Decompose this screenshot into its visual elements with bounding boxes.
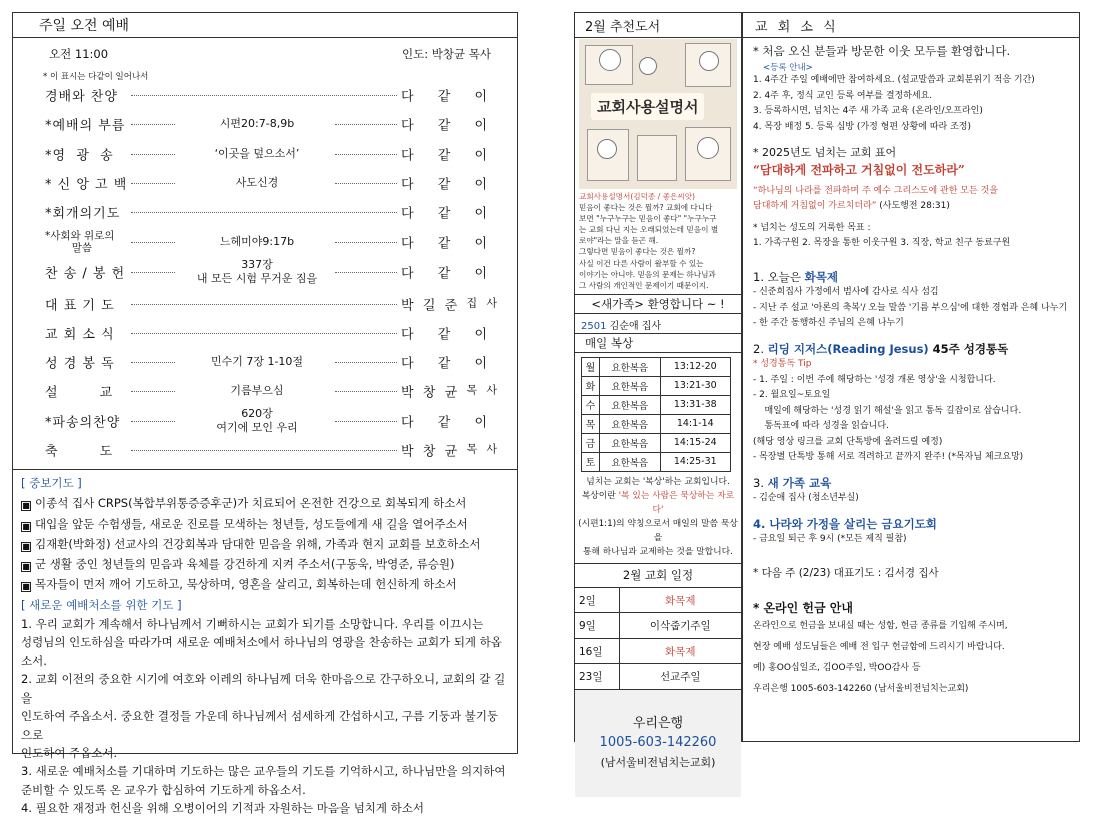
order-responsible-char: 이 bbox=[474, 118, 489, 134]
bible-day: 월 bbox=[582, 357, 600, 376]
order-responsible-char: 다 bbox=[401, 206, 416, 222]
bank-name: 우리은행 bbox=[632, 716, 684, 732]
motto-title: * 2025년도 넘치는 교회 표어 bbox=[753, 146, 897, 159]
bible-verse: 13:31-38 bbox=[660, 395, 730, 414]
order-responsible-char: 이 bbox=[474, 236, 489, 252]
order-responsible bbox=[401, 353, 489, 372]
item2-line: - 2. 월요일~토요일 bbox=[753, 390, 831, 400]
order-detail: 사도신경 bbox=[235, 176, 279, 189]
online-line: 온라인으로 헌금을 보내실 때는 성함, 헌금 종류를 기입해 주시며, bbox=[753, 621, 1008, 631]
order-row bbox=[13, 198, 517, 226]
item2-line: - 1. 주일 : 이번 주에 해당하는 '성경 개론 영상'을 시청합니다. bbox=[753, 374, 996, 385]
order-row bbox=[13, 140, 517, 168]
bible-day: 금 bbox=[582, 433, 600, 452]
new-place-item: 1. 우리 교회가 계속해서 하나님께서 기뻐하시는 교회가 되기를 소망합니다. 우리를 이끄시는 bbox=[21, 617, 484, 632]
order-responsible-char: 박 bbox=[401, 298, 416, 314]
book-desc-line: 그렇다면 믿음이 좋다는 것은 뭘까? bbox=[579, 247, 696, 257]
order-responsible bbox=[401, 441, 499, 460]
book-desc-line: 로야"라는 말을 듣곤 해. bbox=[579, 236, 659, 246]
worship-title: 주일 오전 예배 bbox=[13, 13, 517, 38]
order-responsible-char: 같 bbox=[437, 118, 453, 134]
order-row bbox=[13, 377, 517, 405]
new-place-title: [ 새로운 예배처소를 위한 기도 ] bbox=[21, 597, 182, 612]
order-responsible-char: 사 bbox=[486, 383, 499, 397]
order-responsible bbox=[401, 203, 489, 222]
motto: “담대하게 전파하고 거침없이 전도하라” bbox=[753, 162, 965, 177]
bible-book: 요한복음 bbox=[600, 376, 661, 395]
checkbox-icon: ■ bbox=[22, 501, 30, 511]
item2-tip: * 성경통독 Tip bbox=[753, 359, 812, 369]
order-responsible-char: 이 bbox=[474, 415, 489, 431]
bible-book: 요한복음 bbox=[600, 357, 661, 376]
new-place-item: 4. 필요한 재정과 헌신을 위해 오병이어의 기적과 자원하는 마음을 넘치게 하소서 bbox=[21, 801, 425, 816]
bible-reading-table bbox=[581, 357, 731, 472]
bible-header: 매일 복상 bbox=[575, 333, 741, 353]
online-offering-title: * 온라인 헌금 안내 bbox=[753, 601, 853, 615]
bible-book: 요한복음 bbox=[600, 414, 661, 433]
schedule-event: 화목제 bbox=[619, 638, 741, 664]
order-responsible-char: 박 bbox=[401, 385, 416, 401]
book-desc-line: 이야기는 아니야. 믿음의 문제는 하나님과 bbox=[579, 269, 716, 279]
checkbox-icon: ■ bbox=[22, 541, 30, 551]
order-row bbox=[13, 290, 517, 318]
bible-note bbox=[575, 472, 741, 563]
order-responsible bbox=[401, 174, 489, 193]
order-responsible-char: 다 bbox=[401, 177, 416, 193]
bank-info bbox=[575, 689, 741, 797]
order-row bbox=[13, 407, 517, 435]
bible-book: 요한복음 bbox=[600, 452, 661, 471]
leader-dots bbox=[335, 391, 397, 392]
bible-row bbox=[582, 414, 731, 433]
worship-time-row bbox=[49, 46, 491, 62]
bible-day: 토 bbox=[582, 452, 600, 471]
leader-dots bbox=[131, 154, 175, 155]
order-responsible bbox=[401, 86, 489, 105]
bible-row bbox=[582, 433, 731, 452]
schedule-date: 2일 bbox=[575, 587, 619, 613]
order-label: 축 도 bbox=[45, 444, 114, 460]
order-row bbox=[13, 348, 517, 376]
order-responsible-char: 이 bbox=[474, 356, 489, 372]
schedule-row bbox=[575, 638, 741, 664]
online-line: 현장 예배 성도님들은 예배 전 입구 헌금함에 드리시기 바랍니다. bbox=[753, 642, 1005, 652]
leader-dots bbox=[335, 242, 397, 243]
order-responsible-char: 이 bbox=[474, 206, 489, 222]
order-label: 교 회 소 식 bbox=[45, 327, 115, 343]
item3-line: - 김순애 집사 (청소년부실) bbox=[753, 493, 859, 503]
motto-verse-line: “하나님의 나라를 전파하며 주 예수 그리스도에 관한 모든 것을 bbox=[753, 185, 998, 196]
intercession-item: ■ 목자들이 먼저 깨어 기도하고, 묵상하며, 영혼을 살리고, 회복하는데 헌신하게 하소서 bbox=[22, 577, 457, 592]
order-responsible bbox=[401, 145, 489, 164]
item2-line: - 목장별 단톡방 통해 서로 격려하고 끝까지 완주! (*목자님 체크요망) bbox=[753, 452, 1024, 462]
stand-note: * 이 표시는 다같이 일어나서 bbox=[43, 72, 149, 82]
order-responsible-char: 같 bbox=[437, 356, 453, 372]
book-desc-line: 사실 이건 다른 사람이 왈부할 수 있는 bbox=[579, 258, 704, 268]
registration-line: 1. 4주간 주일 예배에만 참여하세요. (설교말씀과 교회분위기 적응 기간) bbox=[753, 75, 1035, 85]
leader-dots bbox=[131, 362, 175, 363]
order-responsible-char: 다 bbox=[401, 356, 416, 372]
order-row bbox=[13, 169, 517, 197]
order-responsible-char: 균 bbox=[444, 444, 460, 460]
order-responsible-char: 길 bbox=[422, 298, 438, 314]
schedule-date: 16일 bbox=[575, 638, 619, 664]
order-responsible-char: 창 bbox=[422, 444, 438, 460]
leader-dots bbox=[335, 124, 397, 125]
schedule-event: 이삭줍기주일 bbox=[619, 613, 741, 639]
schedule-date: 9일 bbox=[575, 613, 619, 639]
order-row bbox=[13, 319, 517, 347]
checkbox-icon: ■ bbox=[22, 521, 30, 531]
order-responsible-char: 균 bbox=[444, 385, 460, 401]
motto-verse-line: 담대하게 거침없이 가르치더라” (사도행전 28:31) bbox=[753, 201, 950, 211]
order-detail: 620장 여기에 모인 우리 bbox=[216, 407, 298, 434]
order-row bbox=[13, 228, 517, 256]
item2-line: 매일에 해당하는 '성경 읽기 해설'을 읽고 통독 길잡이로 삽습니다. bbox=[753, 405, 1022, 416]
checkbox-icon: ■ bbox=[22, 562, 30, 572]
leader-dots bbox=[131, 391, 175, 392]
leader-dots bbox=[131, 450, 397, 451]
new-place-item: 성령님의 인도하심을 따라가며 새로운 예배처소에서 하나님의 영광을 찬송하는 교회가 되게 하옵소서. bbox=[21, 635, 502, 668]
book-cover-image bbox=[579, 39, 737, 189]
book-reference: 교회사용설명서(김덕종 / 좋은씨앗) bbox=[579, 192, 696, 201]
order-responsible-char: 같 bbox=[437, 148, 453, 164]
order-responsible-char: 다 bbox=[401, 89, 416, 105]
welcome-line bbox=[575, 314, 741, 333]
order-detail: ‘이곳을 덮으소서’ bbox=[214, 147, 300, 160]
order-responsible-char: 다 bbox=[401, 118, 416, 134]
leader-dots bbox=[131, 183, 175, 184]
bible-day: 수 bbox=[582, 395, 600, 414]
bible-verse: 13:21-30 bbox=[660, 376, 730, 395]
order-row bbox=[13, 436, 517, 464]
prayer-section bbox=[13, 470, 517, 818]
order-responsible-char: 이 bbox=[474, 266, 489, 282]
order-label: *회개의기도 bbox=[45, 206, 121, 222]
new-place-item: 2. 교회 이전의 중요한 시기에 여호와 이레의 하나님께 더욱 한마음으로 간구하오니, 교회의 갈 길을 bbox=[21, 672, 506, 705]
order-responsible-char: 다 bbox=[401, 415, 416, 431]
order-responsible-char: 같 bbox=[437, 177, 453, 193]
middle-panel bbox=[574, 12, 742, 770]
worship-leader: 인도: 박창균 목사 bbox=[402, 47, 491, 61]
news-panel bbox=[742, 12, 1080, 742]
leader-dots bbox=[131, 212, 397, 213]
leader-dots bbox=[131, 242, 175, 243]
bible-day: 목 bbox=[582, 414, 600, 433]
schedule-row bbox=[575, 613, 741, 639]
bible-book: 요한복음 bbox=[600, 433, 661, 452]
schedule-event: 화목제 bbox=[619, 587, 741, 613]
item2-line: (해당 영상 링크를 교회 단톡방에 올려드릴 예정) bbox=[753, 436, 943, 447]
order-responsible-char: 창 bbox=[422, 385, 438, 401]
schedule-header: 2월 교회 일정 bbox=[575, 563, 741, 587]
order-responsible-char: 박 bbox=[401, 444, 416, 460]
bible-verse: 14:1-14 bbox=[660, 414, 730, 433]
leader-dots bbox=[131, 272, 175, 273]
order-responsible bbox=[401, 115, 489, 134]
order-label: 찬 송 / 봉 헌 bbox=[45, 266, 126, 282]
bible-row bbox=[582, 357, 731, 376]
order-responsible-char: 같 bbox=[437, 236, 453, 252]
bible-row bbox=[582, 452, 731, 471]
order-responsible-char: 사 bbox=[486, 296, 499, 310]
intercession-item: ■ 김재환(박화정) 선교사의 건강회복과 담대한 믿음을 위해, 가족과 현지 교회를 보호하소서 bbox=[22, 536, 481, 551]
book-header: 2월 추천도서 bbox=[575, 13, 741, 38]
worship-panel bbox=[12, 12, 518, 816]
bible-verse: 13:12-20 bbox=[660, 357, 730, 376]
item1-line: - 한 주간 동행하신 주님의 은혜 나누기 bbox=[753, 318, 904, 328]
book-cover-title: 교회사용설명서 bbox=[591, 93, 704, 120]
order-responsible-char: 같 bbox=[437, 415, 453, 431]
order-responsible-char: 같 bbox=[437, 206, 453, 222]
order-label: 경배와 찬양 bbox=[45, 89, 118, 105]
order-detail: 민수기 7장 1-10절 bbox=[210, 355, 304, 368]
bible-row bbox=[582, 376, 731, 395]
bible-note-line: 넘치는 교회는 '복상'하는 교회입니다. bbox=[586, 476, 730, 487]
order-detail: 기름부으심 bbox=[230, 384, 284, 397]
new-place-item: 준비할 수 있도록 온 교우가 합심하여 기도하게 하옵소서. bbox=[21, 782, 306, 797]
order-responsible-char: 이 bbox=[474, 177, 489, 193]
order-row bbox=[13, 110, 517, 138]
order-label: 대 표 기 도 bbox=[45, 298, 115, 314]
order-detail: 느헤미야9:17b bbox=[219, 235, 295, 248]
bible-verse: 14:15-24 bbox=[660, 433, 730, 452]
new-place-item: 인도하여 주옵소서. 중요한 결정들 가운데 하나님께서 섬세하게 간섭하시고, 구름 기둥과 불기둥으로 bbox=[21, 709, 499, 742]
leader-dots bbox=[335, 362, 397, 363]
schedule-date: 23일 bbox=[575, 664, 619, 690]
order-responsible-char: 다 bbox=[401, 266, 416, 282]
bible-note-line: (시편1:1)의 약칭으로서 매일의 말씀 묵상을 bbox=[578, 518, 738, 543]
schedule-table bbox=[575, 587, 741, 690]
schedule-row bbox=[575, 587, 741, 613]
bank-holder: (남서울비전넘치는교회) bbox=[600, 756, 716, 770]
order-responsible-char: 이 bbox=[474, 148, 489, 164]
welcome-title: * 처음 오신 분들과 방문한 이웃 모두를 환영합니다. bbox=[753, 44, 1011, 58]
bank-account: 1005-603-142260 bbox=[599, 735, 717, 751]
registration-label: <등록 안내> bbox=[763, 63, 813, 73]
order-responsible-char: 다 bbox=[401, 148, 416, 164]
item3-title: 3. 새 가족 교육 bbox=[753, 475, 832, 490]
item1-line: - 신준희집사 가정에서 범사에 감사로 식사 섬김 bbox=[753, 287, 939, 297]
leader-dots bbox=[131, 95, 397, 96]
schedule-row bbox=[575, 664, 741, 690]
order-responsible-char: 같 bbox=[437, 89, 453, 105]
order-responsible-char: 사 bbox=[486, 442, 499, 456]
order-responsible-char: 목 bbox=[466, 442, 480, 456]
welcome-header: <새가족> 환영합니다 ~ ! bbox=[575, 294, 741, 314]
order-responsible-char: 같 bbox=[437, 327, 453, 343]
order-responsible-char: 집 bbox=[466, 296, 480, 310]
next-week-prayer: * 다음 주 (2/23) 대표기도 : 김서경 집사 bbox=[753, 566, 939, 579]
order-responsible bbox=[401, 412, 489, 431]
book-desc-line: 믿음이 좋다는 것은 뭘까? 교회에 다니다 bbox=[579, 203, 713, 213]
intercession-item: ■ 이종석 집사 CRPS(복합부위통증증후군)가 치료되어 온전한 건강으로 회복되게 하소서 bbox=[22, 496, 467, 511]
item4-line: - 금요일 퇴근 후 9시 (*모든 제직 필참) bbox=[753, 534, 907, 544]
book-desc-line: 그 사람의 개인적인 문제이기 때문이지. bbox=[579, 280, 709, 290]
leader-dots bbox=[131, 421, 175, 422]
book-desc-line: 보면 "누구누구는 믿음이 좋다" "누구누구 bbox=[579, 214, 717, 224]
news-header: 교 회 소 식 bbox=[743, 13, 1079, 38]
leader-dots bbox=[131, 124, 175, 125]
new-place-item: 3. 새로운 예배처소를 기대하며 기도하는 많은 교우들의 기도를 기억하시고, 하나님만을 의지하여 bbox=[21, 764, 506, 779]
book-desc-line: 는 교회 다닌 지는 오래되었는데 믿음이 별 bbox=[579, 225, 719, 235]
order-label: * 신 앙 고 백 bbox=[45, 177, 128, 193]
item2-title: 2. 리딩 지저스(Reading Jesus) 45주 성경통독 bbox=[753, 341, 1009, 356]
order-label: 설 교 bbox=[45, 385, 114, 401]
intercession-item: ■ 군 생활 중인 청년들의 믿음과 육체를 강건하게 지켜 주소서(구동욱, 박영준, 류승원) bbox=[22, 557, 455, 572]
welcome-number: 2501 bbox=[581, 320, 607, 332]
registration-line: 4. 목장 배정 5. 등록 심방 (가정 형편 상황에 따라 조정) bbox=[753, 121, 971, 132]
new-place-item: 인도하여 주옵소서. bbox=[21, 745, 118, 760]
leader-dots bbox=[335, 272, 397, 273]
intercession-item: ■ 대입을 앞둔 수험생들, 새로운 진로를 모색하는 청년들, 성도들에게 새 길을 열어주소서 bbox=[22, 516, 468, 531]
item4-title: 4. 나라와 가정을 살리는 금요기도회 bbox=[753, 516, 937, 531]
schedule-event: 선교주일 bbox=[619, 664, 741, 690]
leader-dots bbox=[131, 304, 397, 305]
item2-line: 통독표에 따라 성경을 읽습니다. bbox=[753, 421, 889, 431]
leader-dots bbox=[335, 421, 397, 422]
order-responsible bbox=[401, 263, 489, 282]
order-row bbox=[13, 258, 517, 286]
leader-dots bbox=[335, 154, 397, 155]
leader-dots bbox=[335, 183, 397, 184]
book-description bbox=[575, 189, 741, 291]
bible-day: 화 bbox=[582, 376, 600, 395]
checkbox-icon: ■ bbox=[22, 582, 30, 592]
goal-title: * 넘치는 성도의 거룩한 목표 : bbox=[753, 222, 871, 233]
registration-line: 2. 4주 후, 정식 교인 등록 여부를 결정하세요. bbox=[753, 90, 933, 101]
order-responsible-char: 다 bbox=[401, 327, 416, 343]
order-responsible-char: 목 bbox=[466, 383, 480, 397]
welcome-name: 김순애 집사 bbox=[606, 320, 662, 332]
order-responsible bbox=[401, 324, 489, 343]
worship-order bbox=[13, 38, 517, 470]
item1-title: 1. 오늘은 화목제 bbox=[753, 269, 838, 284]
order-responsible-char: 같 bbox=[437, 266, 453, 282]
order-label: *예배의 부름 bbox=[45, 118, 126, 134]
order-responsible bbox=[401, 382, 499, 401]
bible-note-line: 복상이란 '복 있는 사람은 묵상하는 자로다' bbox=[581, 490, 735, 515]
intercession-title: [ 중보기도 ] bbox=[21, 476, 82, 490]
bible-note-line: 통해 하나님과 교제하는 것을 말합니다. bbox=[583, 546, 733, 557]
online-line: 예) 홍OO십일조, 김OO주일, 박OO감사 등 bbox=[753, 663, 921, 673]
bible-book: 요한복음 bbox=[600, 395, 661, 414]
order-detail: 시편20:7-8,9b bbox=[219, 117, 295, 130]
order-label: *파송의찬양 bbox=[45, 415, 121, 431]
online-line: 우리은행 1005-603-142260 (남서울비전넘치는교회) bbox=[753, 684, 969, 694]
leader-dots bbox=[131, 333, 397, 334]
order-responsible bbox=[401, 295, 499, 314]
order-label: *영 광 송 bbox=[45, 148, 114, 164]
order-label: 성 경 봉 독 bbox=[45, 356, 115, 372]
bible-verse: 14:25-31 bbox=[660, 452, 730, 471]
order-detail: 337장 내 모든 시험 무거운 짐을 bbox=[196, 258, 318, 285]
order-responsible-char: 준 bbox=[444, 298, 460, 314]
worship-time: 오전 11:00 bbox=[49, 47, 109, 61]
order-responsible bbox=[401, 233, 489, 252]
bible-row bbox=[582, 395, 731, 414]
goal-line: 1. 가족구원 2. 목장을 통한 이웃구원 3. 직장, 학교 친구 동료구원 bbox=[753, 238, 1011, 248]
item1-line: - 지난 주 설교 '아론의 축복'/ 오늘 말씀 '기름 부으심'에 대한 경험과 은혜 나누기 bbox=[753, 302, 1068, 313]
registration-line: 3. 등록하시면, 넘치는 4주 새 가족 교육 (온라인/오프라인) bbox=[753, 106, 983, 116]
order-row bbox=[13, 81, 517, 109]
order-responsible-char: 이 bbox=[474, 89, 489, 105]
order-responsible-char: 이 bbox=[474, 327, 489, 343]
order-responsible-char: 다 bbox=[401, 236, 416, 252]
order-label: *사회와 위로의 말씀 bbox=[45, 230, 115, 254]
